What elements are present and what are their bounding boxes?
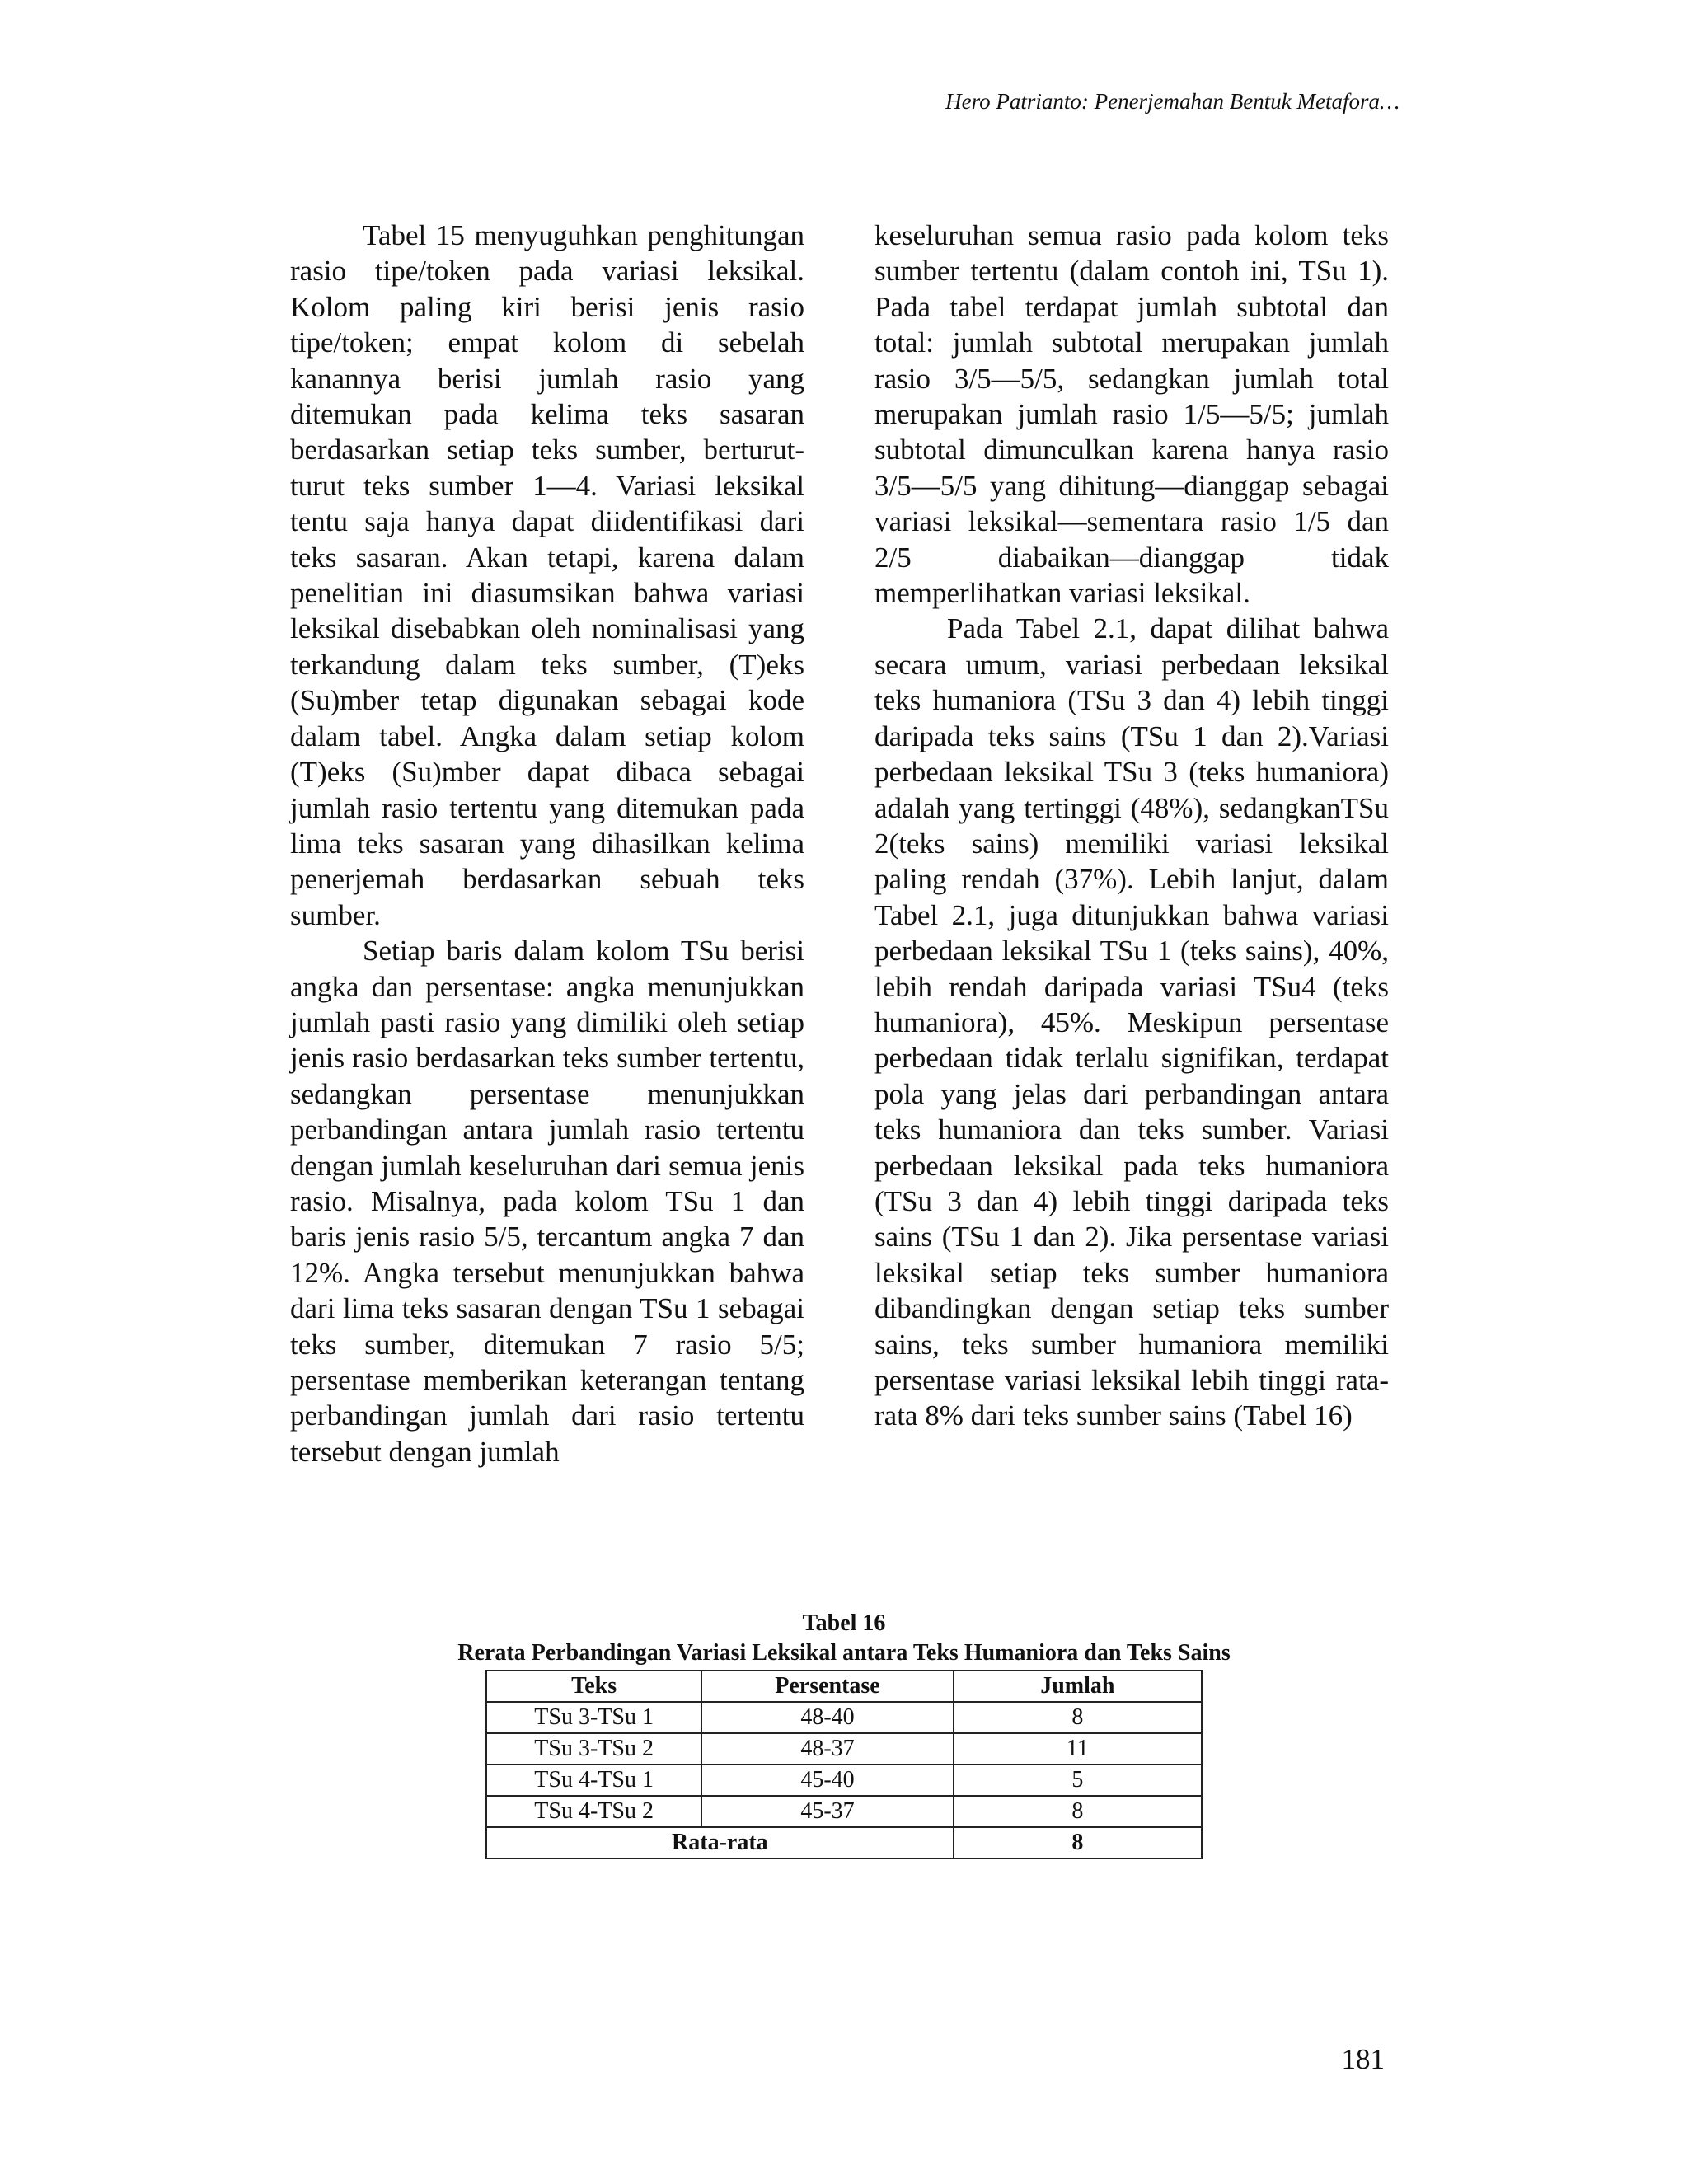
table-row xyxy=(486,1796,1202,1827)
table-row xyxy=(486,1733,1202,1765)
paragraph: keseluruhan semua rasio pada kolom teks sumber tertentu (dalam contoh ini, TSu 1). Pada tabel terdapat jumlah subtotal dan total: jumlah subtotal merupakan jumlah rasio 3/5—5/5, sedangkan jumlah total merupakan jumlah rasio 1/5—5/5; jumlah subtotal dimunculkan karena hanya rasio 3/5—5/5 yang dihitung—dianggap sebagai variasi leksikal—sementara rasio 1/5 dan 2/5 diabaikan—dianggap tidak memperlihatkan variasi leksikal. xyxy=(874,219,1389,610)
table-cell: 48-40 xyxy=(701,1702,953,1733)
table-cell: 45-37 xyxy=(701,1796,953,1827)
table-summary-row xyxy=(486,1827,1202,1858)
table-cell: 48-37 xyxy=(701,1733,953,1765)
table-cell: 5 xyxy=(954,1765,1202,1796)
table-cell: TSu 3-TSu 1 xyxy=(486,1702,701,1733)
column-header-jumlah: Jumlah xyxy=(954,1671,1202,1702)
table-block xyxy=(0,1609,1688,1859)
table-cell: 8 xyxy=(954,1796,1202,1827)
table-cell: 11 xyxy=(954,1733,1202,1765)
table-cell: 8 xyxy=(954,1702,1202,1733)
summary-value: 8 xyxy=(954,1827,1202,1858)
table-cell: TSu 4-TSu 1 xyxy=(486,1765,701,1796)
table-header-row xyxy=(486,1671,1202,1702)
table-cell: 45-40 xyxy=(701,1765,953,1796)
summary-label: Rata-rata xyxy=(486,1827,954,1858)
comparison-table xyxy=(485,1670,1203,1859)
right-column xyxy=(874,218,1389,1434)
column-header-persentase: Persentase xyxy=(701,1671,953,1702)
left-column xyxy=(290,218,804,1469)
table-title: Rerata Perbandingan Variasi Leksikal antara Teks Humaniora dan Teks Sains xyxy=(457,1640,1231,1666)
running-header: Hero Patrianto: Penerjemahan Bentuk Metafora… xyxy=(945,89,1400,114)
paragraph: Tabel 15 menyuguhkan penghitungan rasio tipe/token pada variasi leksikal. Kolom paling kiri berisi jenis rasio tipe/token; empat kolom di sebelah kanannya berisi jumlah rasio yang ditemukan pada kelima teks sasaran berdasarkan setiap teks sumber, berturut-turut teks sumber 1—4. Variasi leksikal tentu saja hanya dapat diidentifikasi dari teks sasaran. Akan tetapi, karena dalam penelitian ini diasumsikan bahwa variasi leksikal disebabkan oleh nominalisasi yang terkandung dalam teks sumber, (T)eks (Su)mber tetap digunakan sebagai kode dalam tabel. Angka dalam setiap kolom (T)eks (Su)mber dapat dibaca sebagai jumlah rasio tertentu yang ditemukan pada lima teks sasaran yang dihasilkan kelima penerjemah berdasarkan sebuah teks sumber. xyxy=(290,219,804,931)
table-number: Tabel 16 xyxy=(802,1610,886,1636)
column-header-teks: Teks xyxy=(486,1671,701,1702)
page-number: 181 xyxy=(1341,2043,1385,2075)
paragraph: Pada Tabel 2.1, dapat dilihat bahwa secara umum, variasi perbedaan leksikal teks humaniora (TSu 3 dan 4) lebih tinggi daripada teks sains (TSu 1 dan 2).Variasi perbedaan leksikal TSu 3 (teks humaniora) adalah yang tertinggi (48%), sedangkanTSu 2(teks sains) memiliki variasi leksikal paling rendah (37%). Lebih lanjut, dalam Tabel 2.1, juga ditunjukkan bahwa variasi perbedaan leksikal TSu 1 (teks sains), 40%, lebih rendah daripada variasi TSu4 (teks humaniora), 45%. Meskipun persentase perbedaan tidak terlalu signifikan, terdapat pola yang jelas dari perbandingan antara teks humaniora dan teks sumber. Variasi perbedaan leksikal pada teks humaniora (TSu 3 dan 4) lebih tinggi daripada teks sains (TSu 1 dan 2). Jika persentase variasi leksikal setiap teks sumber humaniora dibandingkan dengan setiap teks sumber sains, teks sumber humaniora memiliki persentase variasi leksikal lebih tinggi rata-rata 8% dari teks sumber sains (Tabel 16) xyxy=(874,612,1389,1432)
table-cell: TSu 4-TSu 2 xyxy=(486,1796,701,1827)
paragraph: Setiap baris dalam kolom TSu berisi angka dan persentase: angka menunjukkan jumlah pasti rasio yang dimiliki oleh setiap jenis rasio berdasarkan teks sumber tertentu, sedangkan persentase menunjukkan perbandingan antara jumlah rasio tertentu dengan jumlah keseluruhan dari semua jenis rasio. Misalnya, pada kolom TSu 1 dan baris jenis rasio 5/5, tercantum angka 7 dan 12%. Angka tersebut menunjukkan bahwa dari lima teks sasaran dengan TSu 1 sebagai teks sumber, ditemukan 7 rasio 5/5; persentase memberikan keterangan tentang perbandingan jumlah dari rasio tertentu tersebut dengan jumlah xyxy=(290,935,804,1468)
table-cell: TSu 3-TSu 2 xyxy=(486,1733,701,1765)
table-row xyxy=(486,1765,1202,1796)
table-row xyxy=(486,1702,1202,1733)
